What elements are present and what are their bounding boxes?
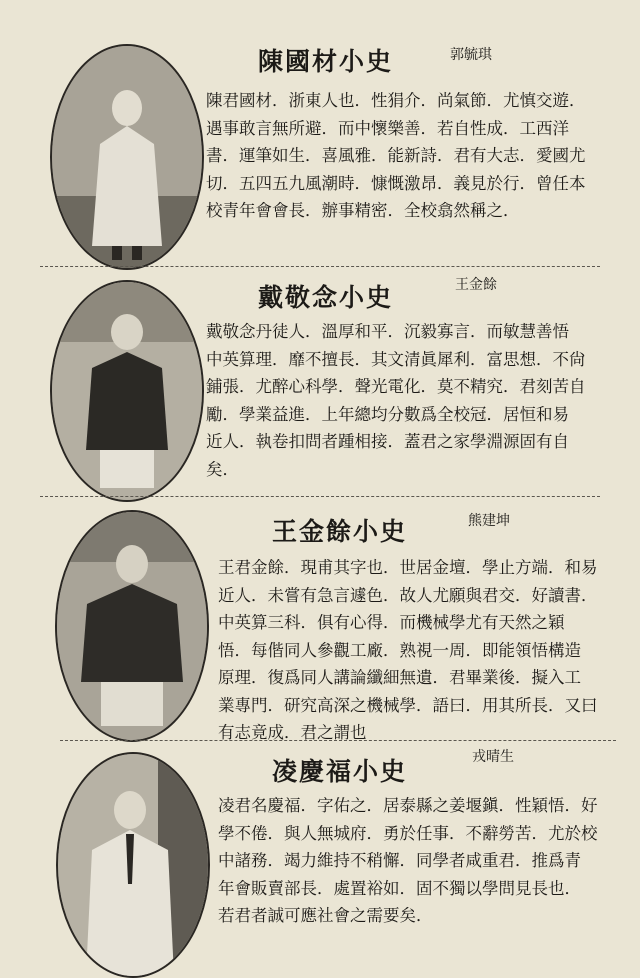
body-line: 若君者誠可應社會之需要矣． [218, 906, 433, 925]
biography-section-chen-guocai [0, 0, 640, 272]
portrait-photo-ling-qingfu [56, 752, 210, 978]
biography-section-dai-jingnian [0, 272, 640, 500]
section-divider [40, 496, 600, 497]
body-line: 矣． [206, 459, 239, 479]
body-line: 校青年會會長．辦事精密．全校翕然稱之． [206, 201, 520, 220]
body-line: 近人．執卷扣問者踵相接．蓋君之家學淵源固有自 [206, 432, 569, 451]
section-author: 熊建坤 [468, 513, 510, 529]
body-line: 凌君名慶福．字佑之．居泰縣之姜堰鎭．性穎悟．好 [218, 796, 598, 815]
body-line: 勵．學業益進．上年總均分數爲全校冠．居恒和易 [206, 404, 569, 424]
portrait-photo-chen-guocai [50, 44, 204, 270]
body-line: 切．五四五九風潮時．慷慨激昂．義見於行．曾任本 [206, 173, 586, 193]
section-author: 郭毓琪 [450, 47, 492, 63]
body-line: 悟．每偕同人參觀工廠．熟視一周．即能領悟構造 [218, 640, 581, 660]
section-title: 陳國材小史 [258, 47, 394, 76]
body-line: 有志竟成．君之謂也 [218, 723, 367, 742]
body-line: 遇事敢言無所避．而中懷樂善．若自性成．工西洋 [206, 118, 569, 138]
section-body [218, 792, 614, 930]
section-title: 戴敬念小史 [258, 283, 394, 312]
section-title: 凌慶福小史 [272, 757, 408, 786]
section-body [218, 554, 614, 747]
body-line: 學不倦．與人無城府．勇於任事．不辭勞苦．尤於校 [218, 823, 598, 843]
body-line: 近人．未嘗有急言遽色．故人尤願與君交．好讀書． [218, 585, 598, 605]
section-divider [60, 740, 616, 741]
portrait-photo-wang-jinyu [55, 510, 209, 742]
section-author: 戎晴生 [472, 749, 514, 765]
body-line: 年會販賣部長．處置裕如．固不獨以學問見長也． [218, 878, 581, 898]
biography-section-wang-jinyu [0, 500, 640, 742]
body-line: 書．運筆如生．喜風雅．能新詩．君有大志．愛國尤 [206, 146, 586, 165]
body-line: 中諸務．竭力維持不稍懈．同學者咸重君．推爲青 [218, 851, 581, 870]
section-title: 王金餘小史 [272, 517, 408, 546]
body-line: 中英算三科．俱有心得．而機械學尤有天然之穎 [218, 613, 565, 632]
section-body [206, 318, 606, 483]
section-body [206, 87, 606, 225]
biography-section-ling-qingfu [0, 742, 640, 976]
body-line: 陳君國材．浙東人也．性狷介．尚氣節．尤慎交遊． [206, 91, 586, 110]
body-line: 戴敬念丹徒人．溫厚和平．沉毅寡言．而敏慧善悟 [206, 322, 569, 341]
portrait-photo-dai-jingnian [50, 280, 204, 502]
body-line: 鋪張．尤醉心科學．聲光電化．莫不精究．君刻苦自 [206, 377, 586, 396]
body-line: 原理．復爲同人講論纖細無遺．君畢業後．擬入工 [218, 668, 581, 687]
body-line: 王君金餘．現甫其字也．世居金壇．學止方端．和易 [218, 558, 598, 577]
body-line: 中英算理．靡不擅長．其文清眞犀利．富思想．不尙 [206, 349, 586, 369]
section-author: 王金餘 [455, 277, 497, 293]
body-line: 業專門．研究高深之機械學．語曰．用其所長．又曰 [218, 695, 598, 715]
section-divider [40, 266, 600, 267]
